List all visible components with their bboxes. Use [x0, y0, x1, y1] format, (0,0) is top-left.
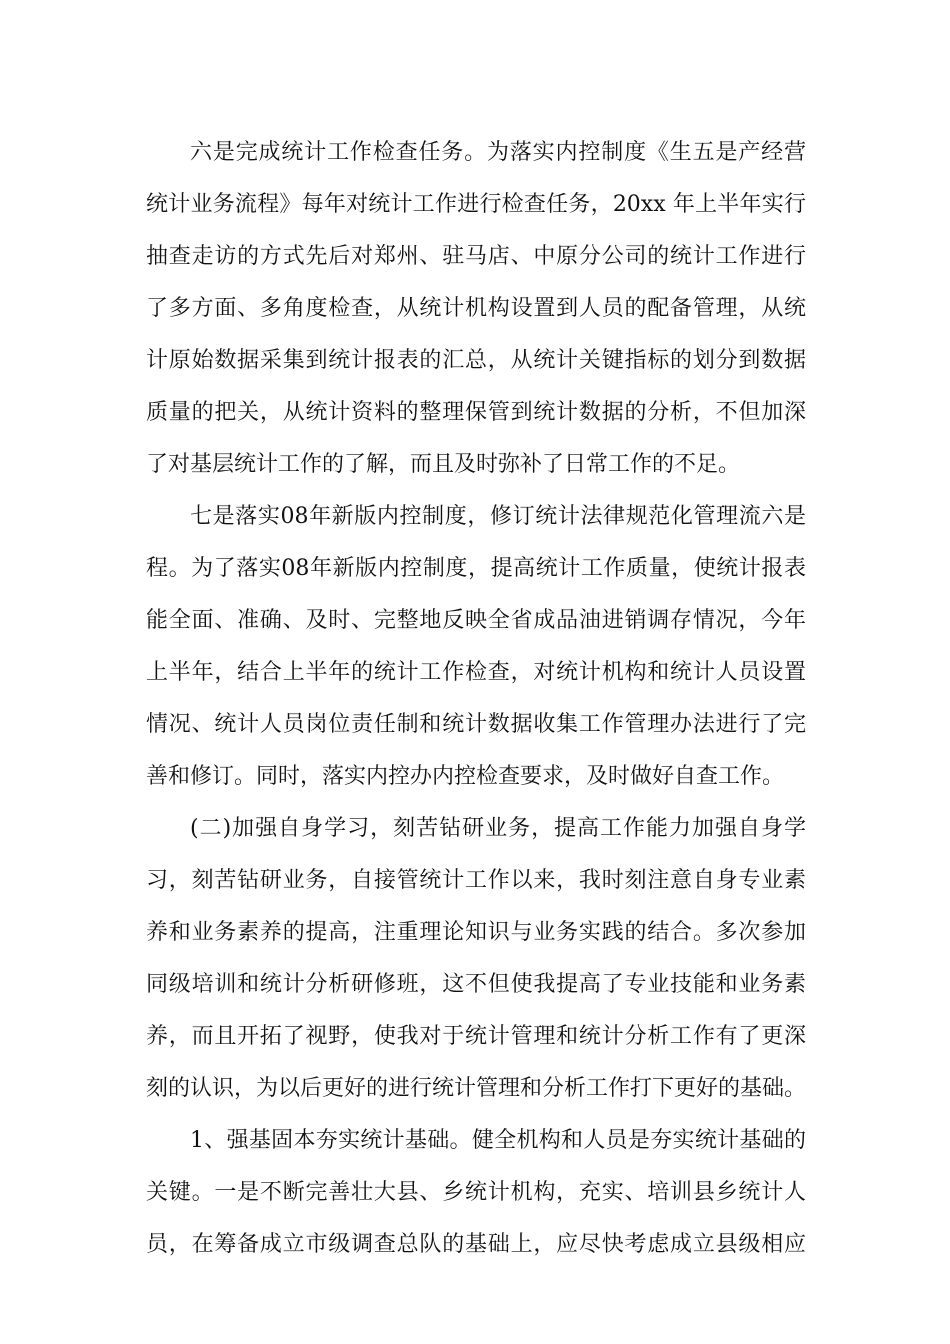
text-line: 关键。一是不断完善壮大县、乡统计机构，充实、培训县乡统计人 — [146, 1180, 806, 1205]
text-line: 质量的把关，从统计资料的整理保管到统计数据的分析，不但加深 — [146, 400, 806, 425]
text-line: 养，而且开拓了视野，使我对于统计管理和统计分析工作有了更深 — [146, 1024, 806, 1049]
text-line: 1、强基固本夯实统计基础。健全机构和人员是夯实统计基础的 — [190, 1128, 806, 1153]
text-line: 程。为了落实08年新版内控制度，提高统计工作质量，使统计报表 — [146, 556, 806, 581]
text-line: 抽查走访的方式先后对郑州、驻马店、中原分公司的统计工作进行 — [146, 244, 806, 269]
paragraph-4 — [146, 1115, 806, 1271]
document-body — [146, 127, 806, 1271]
text-line: 统计业务流程》每年对统计工作进行检查任务，20xx 年上半年实行 — [146, 192, 806, 217]
text-line: 七是落实08年新版内控制度，修订统计法律规范化管理流六是 — [190, 504, 806, 529]
text-line: (二)加强自身学习，刻苦钻研业务，提高工作能力加强自身学 — [190, 816, 806, 841]
text-line: 养和业务素养的提高，注重理论知识与业务实践的结合。多次参加 — [146, 920, 806, 945]
text-line: 计原始数据采集到统计报表的汇总，从统计关键指标的划分到数据 — [146, 348, 806, 373]
text-line: 员，在筹备成立市级调查总队的基础上，应尽快考虑成立县级相应 — [146, 1232, 806, 1257]
text-line: 了多方面、多角度检查，从统计机构设置到人员的配备管理，从统 — [146, 296, 806, 321]
text-line: 习，刻苦钻研业务，自接管统计工作以来，我时刻注意自身专业素 — [146, 868, 806, 893]
paragraph-3 — [146, 803, 806, 1115]
paragraph-1 — [146, 127, 806, 491]
text-line: 上半年，结合上半年的统计工作检查，对统计机构和统计人员设置 — [146, 660, 806, 685]
text-line: 了对基层统计工作的了解，而且及时弥补了日常工作的不足。 — [146, 452, 741, 477]
text-line: 六是完成统计工作检查任务。为落实内控制度《生五是产经营 — [190, 140, 806, 165]
paragraph-2 — [146, 491, 806, 803]
text-line: 同级培训和统计分析研修班，这不但使我提高了专业技能和业务素 — [146, 972, 806, 997]
text-line: 善和修订。同时，落实内控办内控检查要求，及时做好自查工作。 — [146, 764, 785, 789]
text-line: 能全面、准确、及时、完整地反映全省成品油进销调存情况，今年 — [146, 608, 806, 633]
text-line: 刻的认识，为以后更好的进行统计管理和分析工作打下更好的基础。 — [146, 1076, 807, 1101]
text-line: 情况、统计人员岗位责任制和统计数据收集工作管理办法进行了完 — [146, 712, 806, 737]
